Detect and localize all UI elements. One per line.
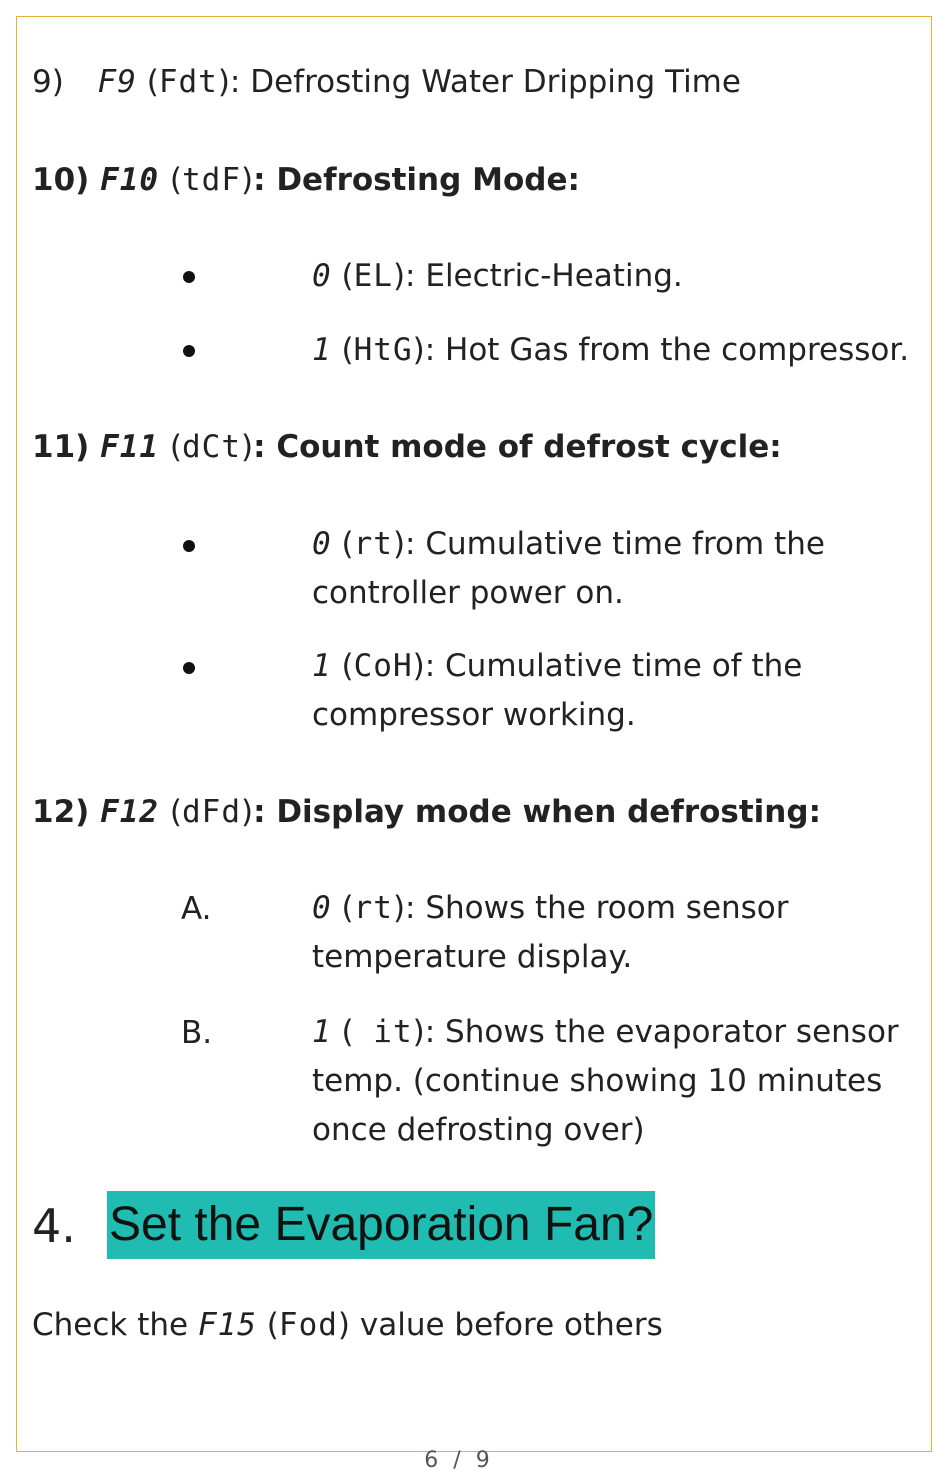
bullet	[183, 540, 195, 552]
item-9-desc: Defrosting Water Dripping Time	[250, 64, 741, 100]
mode-text: Shows the evaporator sensor temp. (continue showing 10 minutes once defrosting over)	[312, 1014, 899, 1148]
item-9-abbr: Fdt	[158, 64, 218, 100]
mode-text: Electric-Heating.	[425, 258, 683, 294]
mode-abbr: rt	[353, 526, 393, 562]
mode-text: Cumulative time from the controller power on.	[312, 526, 825, 611]
item-9-row: 9) F9 (Fdt): Defrosting Water Dripping Time	[32, 64, 741, 100]
mode-value: 0	[312, 526, 332, 562]
item-11-abbr: dCt	[182, 429, 242, 465]
item-12-code: F12	[100, 794, 160, 830]
list-item: 1 ( it): Shows the evaporator sensor temp. (continue showing 10 minutes once defrosting over)	[312, 1014, 899, 1148]
item-10-row: 10) F10 (tdF): Defrosting Mode:	[32, 162, 580, 198]
item-11-number: 11)	[32, 429, 90, 465]
check-post: value before others	[359, 1307, 663, 1343]
section-number: 4.	[32, 1199, 76, 1253]
item-12-number: 12)	[32, 794, 90, 830]
list-item: 0 (rt): Cumulative time from the controller power on.	[312, 526, 825, 611]
check-code: F15	[197, 1307, 257, 1343]
mode-value: 0	[312, 258, 332, 294]
item-10-desc: Defrosting Mode:	[276, 162, 580, 198]
item-10-abbr: tdF	[182, 162, 242, 198]
item-9-code: F9	[97, 64, 137, 100]
list-marker: B.	[181, 1015, 213, 1051]
item-11-desc: Count mode of defrost cycle:	[276, 429, 782, 465]
mode-text: Cumulative time of the compressor working.	[312, 648, 803, 733]
section-title: Set the Evaporation Fan?	[107, 1191, 655, 1259]
mode-abbr: HtG	[353, 332, 413, 368]
list-item: 1 (HtG): Hot Gas from the compressor.	[312, 332, 910, 368]
mode-text: Hot Gas from the compressor.	[445, 332, 910, 368]
item-9-number: 9)	[32, 64, 64, 100]
item-12-abbr: dFd	[182, 794, 242, 830]
list-marker: A.	[181, 891, 212, 927]
mode-value: 1	[312, 332, 332, 368]
check-abbr: Fod	[278, 1307, 338, 1343]
item-12-desc: Display mode when defrosting:	[276, 794, 821, 830]
bullet	[183, 345, 195, 357]
mode-value: 0	[312, 890, 332, 926]
mode-abbr: EL	[353, 258, 393, 294]
list-item: 0 (rt): Shows the room sensor temperature display.	[312, 890, 789, 975]
mode-abbr: it	[353, 1014, 413, 1050]
bullet	[183, 271, 195, 283]
mode-abbr: rt	[353, 890, 393, 926]
item-11-code: F11	[100, 429, 160, 465]
item-12-row: 12) F12 (dFd): Display mode when defrosting:	[32, 794, 821, 830]
check-pre: Check the	[32, 1307, 189, 1343]
bullet	[183, 662, 195, 674]
item-10-code: F10	[100, 162, 160, 198]
check-line: Check the F15 (Fod) value before others	[32, 1307, 663, 1343]
mode-value: 1	[312, 1014, 332, 1050]
mode-text: Shows the room sensor temperature display.	[312, 890, 789, 975]
mode-value: 1	[312, 648, 332, 684]
page-number: 6 / 9	[424, 1448, 494, 1473]
mode-abbr: CoH	[353, 648, 413, 684]
item-11-row: 11) F11 (dCt): Count mode of defrost cycle:	[32, 429, 782, 465]
list-item: 0 (EL): Electric-Heating.	[312, 258, 683, 294]
item-10-number: 10)	[32, 162, 90, 198]
list-item: 1 (CoH): Cumulative time of the compressor working.	[312, 648, 803, 733]
